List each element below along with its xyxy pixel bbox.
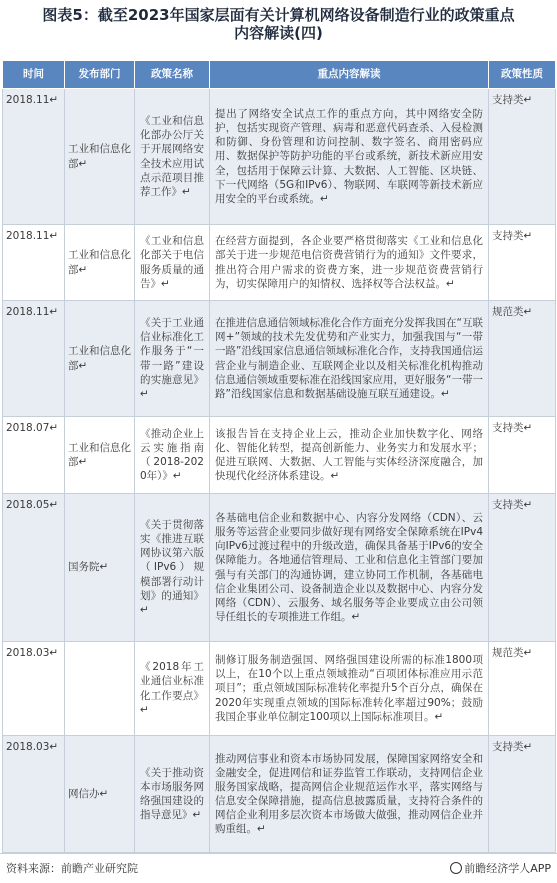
table-row [3, 494, 556, 642]
policy-table [2, 60, 556, 853]
cell-name: 《关于工业通信业标准化工作服务于“一带一路”建设的实施意见》↵ [135, 301, 210, 417]
brand-logo-icon [450, 862, 462, 874]
table-row [3, 736, 556, 853]
cell-nature: 规范类↵ [489, 301, 556, 417]
cell-name: 《推动企业上云实施指南（2018-2020年）》↵ [135, 417, 210, 494]
cell-nature: 支持类↵ [489, 417, 556, 494]
cell-dept: 网信办↵ [65, 736, 135, 853]
cell-name: 《工业和信息化部办公厅关于开展网络安全技术应用试点示范项目推荐工作》↵ [135, 89, 210, 225]
cell-content: 提出了网络安全试点工作的重点方向，其中网络安全防护，包括实现资产管理、病毒和恶意代码查杀、入侵检测和防御、身份管理和访问控制、数字签名、商用密码应用、数据保护等防护功能的平台或系统，新技术新应用安全，包括用于保障云计算、大数据、人工智能、区块链、下一代网络（5G和IPv6）、物联网、车联网等新技术新应用安全的平台或系统。↵ [210, 89, 489, 225]
cell-nature: 支持类↵ [489, 494, 556, 642]
header-name: 政策名称 [135, 61, 210, 89]
table-row [3, 642, 556, 736]
cell-time: 2018.05↵ [3, 494, 65, 642]
cell-time: 2018.11↵ [3, 89, 65, 225]
cell-content: 各基础电信企业和数据中心、内容分发网络（CDN）、云服务等运营企业要同步做好现有网络安全保障系统在IPv4向IPv6过渡过程中的升级改造，确保具备基于IPv6的安全保障能力。各地通信管理局、工业和信息化主管部门要加强与有关部门的沟通协调，建立协同工作机制，各基础电信企业集团公司、设备制造企业以及数据中心、内容分发网络（CDN）、云服务、域名服务等企业要成立由公司领导任组长的专项推进工作组。↵ [210, 494, 489, 642]
cell-nature: 支持类↵ [489, 89, 556, 225]
cell-time: 2018.07↵ [3, 417, 65, 494]
cell-content: 该报告旨在支持企业上云，推动企业加快数字化、网络化、智能化转型，提高创新能力、业务实力和发展水平；促进互联网、大数据、人工智能与实体经济深度融合，加快现代化经济体系建设。↵ [210, 417, 489, 494]
cell-dept: 工业和信息化部↵ [65, 417, 135, 494]
cell-time: 2018.03↵ [3, 642, 65, 736]
cell-nature: 支持类↵ [489, 225, 556, 301]
cell-dept: 工业和信息化部↵ [65, 225, 135, 301]
header-dept: 发布部门 [65, 61, 135, 89]
cell-nature: 支持类↵ [489, 736, 556, 853]
cell-time: 2018.03↵ [3, 736, 65, 853]
cell-name: 《关于贯彻落实《推进互联网协议第六版（IPv6）规模部署行动计划》的通知》↵ [135, 494, 210, 642]
header-time: 时间 [3, 61, 65, 89]
cell-name: 《2018年工业通信业标准化工作要点》↵ [135, 642, 210, 736]
header-nature: 政策性质 [489, 61, 556, 89]
cell-time: 2018.11↵ [3, 301, 65, 417]
table-row [3, 417, 556, 494]
cell-content: 在经营方面提到，各企业要严格贯彻落实《工业和信息化部关于进一步规范电信资费营销行为的通知》文件要求，推出符合用户需求的资费方案，进一步规范资费营销行为，切实保障用户的知情权、选择权等合法权益。↵ [210, 225, 489, 301]
cell-dept: 国务院↵ [65, 494, 135, 642]
footer [0, 858, 557, 878]
table-row [3, 89, 556, 225]
cell-dept: 工业和信息化部↵ [65, 89, 135, 225]
brand-name: 前瞻经济学人APP [464, 862, 551, 875]
cell-dept [65, 642, 135, 736]
cell-dept: 工业和信息化部↵ [65, 301, 135, 417]
cell-nature: 规范类↵ [489, 642, 556, 736]
title-line-1: 图表5：截至2023年国家层面有关计算机网络设备制造行业的政策重点 [42, 6, 515, 24]
cell-content: 制修订服务制造强国、网络强国建设所需的标准1800项以上，在10个以上重点领域推动“百项团体标准应用示范项目”；重点领域国际标准转化率提升5个百分点，确保在2020年实现重点领域的国际标准转化率超过90%；鼓励我国企事业单位制定100项以上国际标准项目。↵ [210, 642, 489, 736]
chart-title [0, 6, 557, 42]
table-row [3, 301, 556, 417]
cell-content: 推动网信事业和资本市场协同发展，保障国家网络安全和金融安全，促进网信和证券监管工作联动，支持网信企业服务国家战略，提高网信企业规范运作水平，落实网络与信息安全保障措施，提高信息披露质量，支持符合条件的网信企业利用多层次资本市场做大做强，推动网信企业并购重组。↵ [210, 736, 489, 853]
cell-name: 《关于推动资本市场服务网络强国建设的指导意见》↵ [135, 736, 210, 853]
source-note: 资料来源：前瞻产业研究院 [6, 862, 138, 875]
footer-divider [0, 853, 557, 854]
cell-content: 在推进信息通信领域标准化合作方面充分发挥我国在“互联网+”领域的技术先发优势和产业实力，加强我国与“一带一路”沿线国家信息通信领域标准化合作，支持我国通信运营企业与制造企业、互联网企业以及相关标准化机构推动信息通信领域重要标准在沿线国家应用，更好服务“一带一路”沿线国家信息和数据基础设施互联互通建设。↵ [210, 301, 489, 417]
cell-name: 《工业和信息化部关于电信服务质量的通告》↵ [135, 225, 210, 301]
cell-time: 2018.11↵ [3, 225, 65, 301]
header-content: 重点内容解读 [210, 61, 489, 89]
table-header-row [3, 61, 556, 89]
title-line-2: 内容解读(四) [234, 24, 323, 42]
brand-credit [450, 860, 551, 876]
table-row [3, 225, 556, 301]
